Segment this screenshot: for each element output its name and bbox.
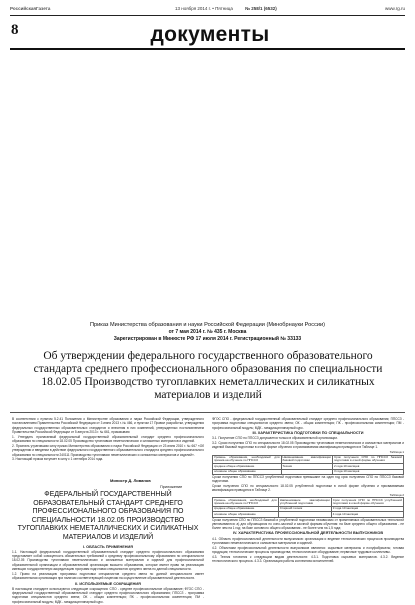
- table-cell: среднее общее образование: [213, 507, 279, 512]
- table-cell: основное общее образование: [213, 512, 279, 517]
- table-header-cell: Срок получения СПО по ППССЗ базовой подготовки в очной форме обучения: [333, 454, 402, 463]
- table-header-cell: Уровень образования, необходимый для приема на обучение по ППССЗ: [214, 454, 280, 463]
- standard-title: ФЕДЕРАЛЬНЫЙ ГОСУДАРСТВЕННЫЙ ОБРАЗОВАТЕЛЬНЫЙ СТАНДАРТ СРЕДНЕГО ПРОФЕССИОНАЛЬНОГО ОБРАЗОВАНИЯ ПО СПЕЦИАЛЬНОСТИ 18.02.05 ПРОИЗВОДСТВО ТУГОПЛАВКИХ НЕМЕТАЛЛИЧЕСКИХ И СИЛИКАТНЫХ МАТЕРИАЛОВ И ИЗДЕЛИЙ: [17, 491, 199, 541]
- paragraph: Сроки получения СПО по ППССЗ углубленной подготовки превышают на один год срок получения СПО по ППССЗ базовой подготовки.: [212, 474, 404, 484]
- order-issuer: Приказ Министерства образования и науки Российской Федерации (Минобрнауки России): [90, 322, 325, 328]
- paragraph: 3. Настоящий приказ вступает в силу с 1 сентября 2014 года.: [12, 457, 104, 462]
- paragraph: Сроки получения СПО по специальности 18.02.05 углубленной подготовки в очной форме обучения и присваиваемая квалификация приводятся в Таблице 2.: [212, 483, 404, 493]
- standard-block: [12, 491, 204, 605]
- table-row: [213, 512, 404, 517]
- website-link[interactable]: www.rg.ru: [384, 6, 405, 11]
- table-header-cell: Наименование квалификации углубленной подготовки: [279, 497, 330, 506]
- paragraph: 4.1. Область профессиональной деятельности выпускников: организация и ведение технологических процессов производства тугоплавких неметаллических и силикатных материалов и изделий.: [212, 536, 404, 546]
- intro-paragraph: В соответствии с пунктом 5.2.41 Положения о Министерстве образования и науки Российской Федерации, утвержденного постановлением Правительства Российской Федерации от 3 июня 2013 г. № 466, и пунктом 17 Правил разработки, утверждения федеральных государственных образовательных стандартов и внесения в них изменений, утвержденных постановлением Правительства Российской Федерации от 5 августа 2013 г. № 661, приказываю:: [12, 417, 204, 434]
- paragraph: 3.1. Получение СПО по ППССЗ допускается только в образовательной организации.: [212, 436, 338, 441]
- table-label: Таблица 2: [389, 493, 404, 498]
- paragraph: 1.1. Настоящий федеральный государственный образовательный стандарт среднего профессионального образования представляет собой совокупность обязательных требований к среднему профессиональному образованию по специальности 18.02.05 Производство тугоплавких неметаллических и силикатных материалов и изделий для профессиональной образовательной организации и образовательной организации высшего образования, которые имеют право на реализацию имеющих государственную аккредитацию программ подготовки специалистов среднего звена по данной специальности.: [12, 549, 204, 572]
- order-registration: Зарегистрирован в Минюсте РФ 17 июля 2014 г. Регистрационный № 33133: [113, 336, 302, 342]
- page-number: 8: [11, 22, 19, 38]
- table-cell: среднее общее образование: [213, 464, 282, 469]
- section-title: документы: [150, 23, 270, 46]
- minister-signature: Министр Д. Ливанов: [110, 478, 151, 483]
- order-date: от 7 мая 2014 г. № 435 г. Москва: [168, 329, 247, 335]
- paragraph: 4.2. Объектами профессиональной деятельности выпускников являются: сырьевые материалы и полуфабрикаты; готовая продукция; технологические процессы производства; технологическое оборудование; первичные трудовые коллективы.: [212, 545, 404, 555]
- section-heading: I. ОБЛАСТЬ ПРИМЕНЕНИЯ: [83, 544, 133, 549]
- order-heading: [40, 322, 375, 343]
- right-column: [212, 417, 404, 564]
- section-heading: IV. ХАРАКТЕРИСТИКА ПРОФЕССИОНАЛЬНОЙ ДЕЯТЕЛЬНОСТИ ВЫПУСКНИКОВ: [232, 531, 384, 536]
- table-header-row: [213, 498, 404, 507]
- paragraph: 1.2. Право на реализацию программы подготовки специалистов среднего звена по данной специальности имеет образовательная организация при наличии соответствующей лицензии на осуществление образовательной деятельности.: [12, 571, 204, 581]
- header-rule: [10, 15, 405, 16]
- table-cell: [278, 512, 331, 517]
- table-cell: [281, 469, 332, 474]
- duration-table-basic: [212, 455, 404, 475]
- section-heading: II. ИСПОЛЬЗУЕМЫЕ СОКРАЩЕНИЯ: [75, 581, 141, 586]
- paragraph: Сроки получения СПО по ППССЗ базовой и углубленной подготовки независимо от применяемых образовательных технологий увеличиваются: а) для обучающихся по очно-заочной и заочной формам обучения: на базе среднего общего образования - не более чем на 1 год; на базе основного общего образования - не более чем на 1,5 года;: [212, 517, 404, 531]
- paragraph: 2. Признать утратившим силу приказ Министерства образования и науки Российской Федерации от 23 июня 2010 г. № 667 «Об утверждении и введении в действие федерального государственного образовательного стандарта среднего профессионального образования по специальности 240111 Производство тугоплавких неметаллических и силикатных материалов и изделий».: [12, 443, 204, 457]
- table-header-cell: Срок получения СПО по ППССЗ углубленной подготовки в очной форме обучения: [332, 497, 402, 506]
- table-header-cell: Наименование квалификации базовой подготовки: [282, 454, 331, 463]
- paragraph: ФГОС СПО - федеральный государственный образовательный стандарт среднего профессионального образования; ППССЗ - программа подготовки специалистов среднего звена; ОК - общая компетенция; ПК - профессиональная компетенция; ПМ - профессиональный модуль; МДК - междисциплинарный курс.: [212, 417, 404, 430]
- table-row: [213, 469, 404, 474]
- newspaper-brand: РоссийскаяГазета: [10, 6, 51, 11]
- paragraph: 4.3. Техник готовится к следующим видам деятельности: 4.3.1. Подготовка сырьевых материалов. 4.3.2. Ведение технологического процесса. 4.3.3. Организация работы коллектива исполнителей.: [212, 555, 404, 564]
- table-label: Таблица 1: [389, 450, 404, 455]
- paragraph: В настоящем стандарте используются следующие сокращения: СПО - среднее профессиональное образование; ФГОС СПО - федеральный государственный образовательный стандарт среднего профессионального образования; ППССЗ - программа подготовки специалистов среднего звена; ОК - общая компетенция; ПК - профессиональная компетенция; ПМ - профессиональный модуль; МДК - междисциплинарный курс.: [12, 586, 204, 604]
- paragraph: 3.2. Сроки получения СПО по специальности 18.02.05 Производство тугоплавких неметаллических и силикатных материалов и изделий базовой подготовки в очной форме обучения и присваиваемая квалификация приводятся в Таблице 1.: [212, 441, 404, 450]
- standard-text: [12, 545, 204, 604]
- table-cell: 3 года 10 месяцев: [331, 507, 403, 512]
- section-rule: [10, 48, 405, 50]
- table-cell: Техник: [281, 464, 332, 469]
- section-heading: III. ХАРАКТЕРИСТИКА ПОДГОТОВКИ ПО СПЕЦИАЛЬНОСТИ: [252, 430, 364, 435]
- table-cell: основное общее образование: [213, 469, 282, 474]
- paragraph: 1. Утвердить прилагаемый федеральный государственный образовательный стандарт среднего профессионального образования по специальности 18.02.05 Производство тугоплавких неметаллических и силикатных материалов и изделий.: [12, 434, 204, 444]
- table-cell: 2 года 10 месяцев: [332, 464, 403, 469]
- left-column: [12, 417, 204, 462]
- order-title: Об утверждении федерального государственного образовательного стандарта среднего профессионального образования по специальности 18.02.05 Производство тугоплавких неметаллических и силикатных материалов и изделий: [33, 350, 383, 401]
- page-header-bar: [10, 6, 405, 15]
- table-cell: 4 года 10 месяцев: [331, 512, 403, 517]
- table-header-row: [213, 455, 404, 464]
- duration-table-advanced: [212, 497, 404, 517]
- table-cell: 3 года 10 месяцев: [332, 469, 403, 474]
- table-cell: Старший техник: [278, 507, 331, 512]
- body-rule: [10, 412, 405, 413]
- table-header-cell: Уровень образования, необходимый для приема на обучение по ППССЗ: [214, 497, 277, 506]
- appendix-label: Приложение: [160, 485, 183, 489]
- issue-number: № 258/1 (6532): [245, 6, 277, 11]
- issue-date: 13 ноября 2014 г. • Пятница: [175, 6, 233, 11]
